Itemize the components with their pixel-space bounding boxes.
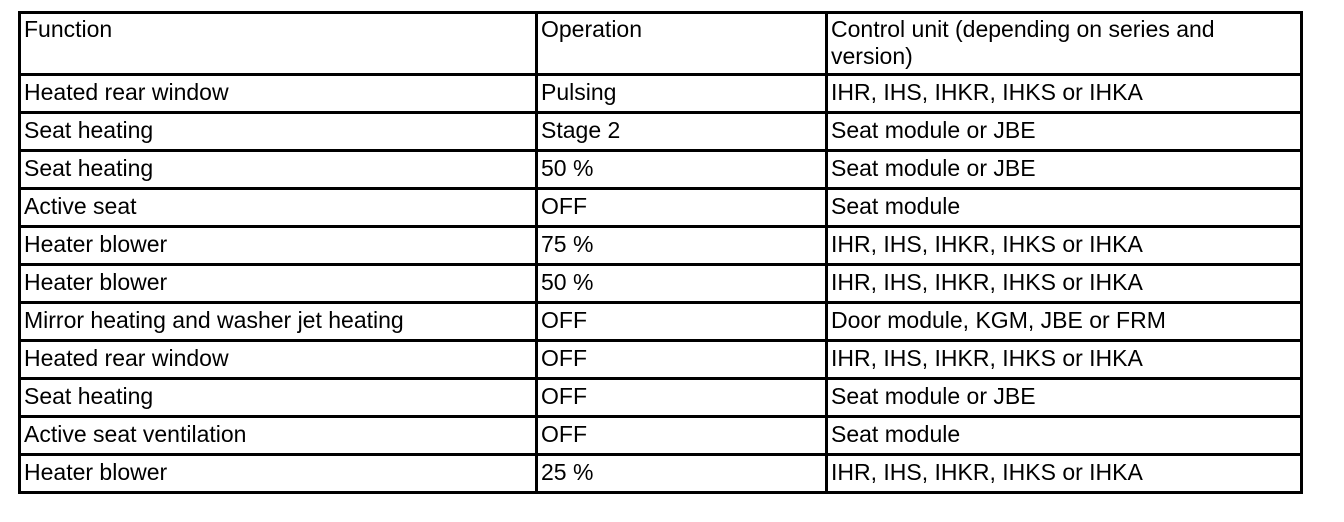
operation-cell: OFF <box>537 379 827 417</box>
table-row <box>20 341 1302 379</box>
function-cell: Active seat <box>20 189 537 227</box>
function-cell: Mirror heating and washer jet heating <box>20 303 537 341</box>
operation-cell: OFF <box>537 303 827 341</box>
table-header <box>20 13 1302 75</box>
function-cell: Heated rear window <box>20 75 537 113</box>
function-cell: Seat heating <box>20 379 537 417</box>
function-cell: Seat heating <box>20 151 537 189</box>
table-row <box>20 455 1302 493</box>
table-row <box>20 189 1302 227</box>
column-header-control-unit: Control unit (depending on series and version) <box>827 13 1302 75</box>
table-row <box>20 151 1302 189</box>
control-unit-cell: Seat module <box>827 189 1302 227</box>
operation-cell: 25 % <box>537 455 827 493</box>
table-row <box>20 303 1302 341</box>
column-header-function: Function <box>20 13 537 75</box>
function-cell: Heater blower <box>20 265 537 303</box>
operation-cell: Stage 2 <box>537 113 827 151</box>
function-cell: Heater blower <box>20 227 537 265</box>
table-row <box>20 379 1302 417</box>
table-row <box>20 75 1302 113</box>
function-table <box>18 11 1303 494</box>
control-unit-cell: IHR, IHS, IHKR, IHKS or IHKA <box>827 341 1302 379</box>
control-unit-cell: Seat module or JBE <box>827 113 1302 151</box>
function-cell: Seat heating <box>20 113 537 151</box>
control-unit-cell: IHR, IHS, IHKR, IHKS or IHKA <box>827 455 1302 493</box>
operation-cell: 50 % <box>537 151 827 189</box>
operation-cell: OFF <box>537 341 827 379</box>
operation-cell: OFF <box>537 417 827 455</box>
table-row <box>20 113 1302 151</box>
control-unit-cell: Seat module or JBE <box>827 151 1302 189</box>
function-cell: Heater blower <box>20 455 537 493</box>
control-unit-cell: IHR, IHS, IHKR, IHKS or IHKA <box>827 265 1302 303</box>
header-row <box>20 13 1302 75</box>
function-cell: Heated rear window <box>20 341 537 379</box>
control-unit-cell: IHR, IHS, IHKR, IHKS or IHKA <box>827 227 1302 265</box>
control-unit-cell: Door module, KGM, JBE or FRM <box>827 303 1302 341</box>
control-unit-cell: IHR, IHS, IHKR, IHKS or IHKA <box>827 75 1302 113</box>
operation-cell: OFF <box>537 189 827 227</box>
column-header-operation: Operation <box>537 13 827 75</box>
control-unit-cell: Seat module <box>827 417 1302 455</box>
table-row <box>20 227 1302 265</box>
table-body <box>20 75 1302 493</box>
table-row <box>20 417 1302 455</box>
table-row <box>20 265 1302 303</box>
operation-cell: Pulsing <box>537 75 827 113</box>
operation-cell: 50 % <box>537 265 827 303</box>
control-unit-cell: Seat module or JBE <box>827 379 1302 417</box>
operation-cell: 75 % <box>537 227 827 265</box>
function-cell: Active seat ventilation <box>20 417 537 455</box>
